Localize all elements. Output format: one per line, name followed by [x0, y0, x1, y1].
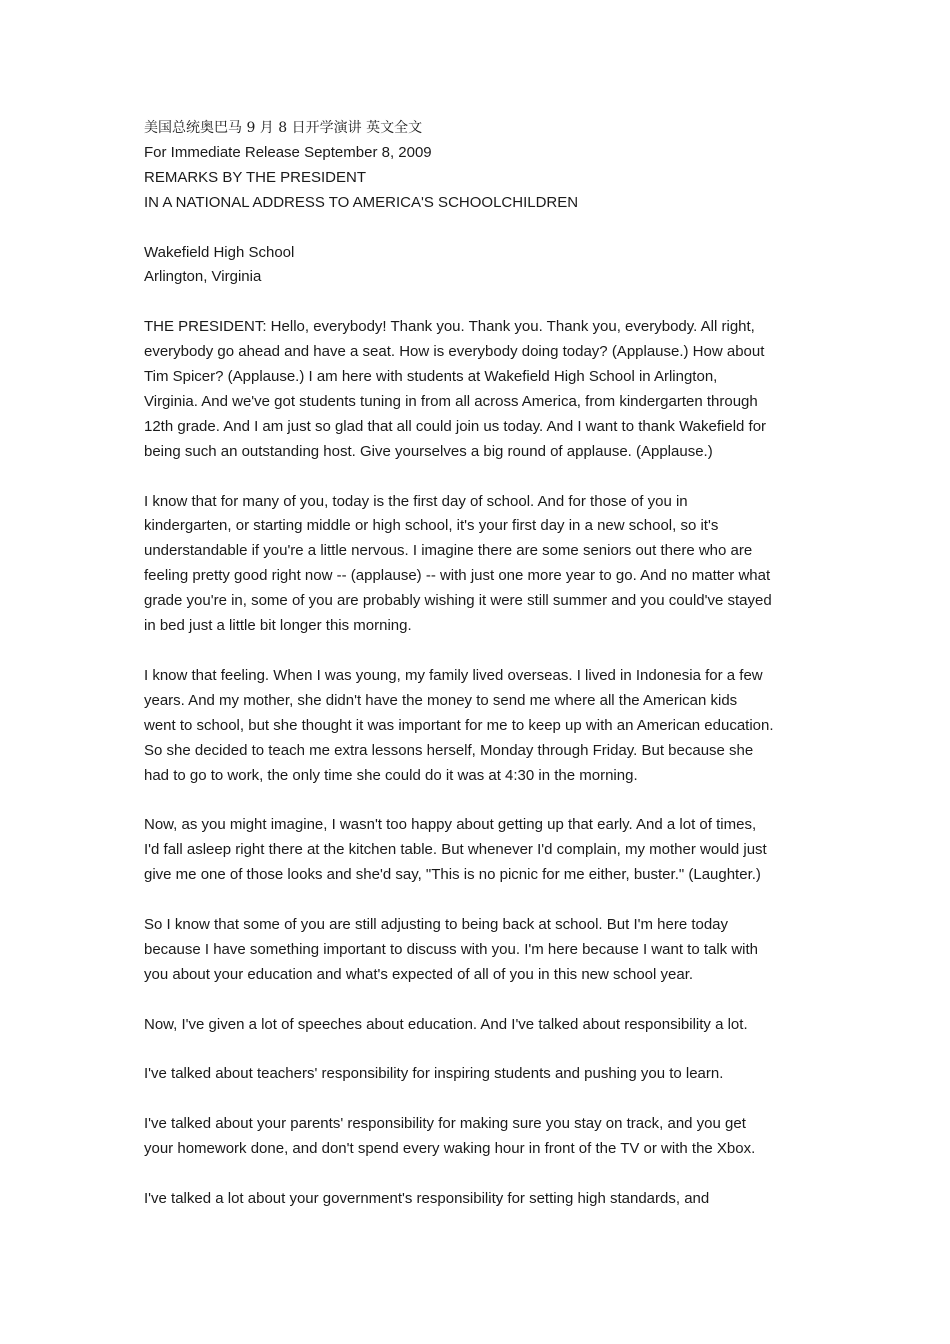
chinese-title: 美国总统奥巴马 9 月 8 日开学演讲 英文全文: [144, 120, 423, 136]
speech-paragraph: [144, 913, 824, 988]
paragraph-line: I know that feeling. When I was young, my family lived overseas. I lived in Indonesia for a few: [144, 666, 763, 684]
paragraph-line: you about your education and what's expected of all of you in this new school year.: [144, 965, 694, 983]
paragraph-line: I've talked a lot about your government's responsibility for setting high standards, and: [144, 1189, 710, 1207]
paragraph-line: I know that for many of you, today is the first day of school. And for those of you in: [144, 492, 688, 510]
paragraph-line: 12th grade. And I am just so glad that all could join us today. And I want to thank Wakefield for: [144, 417, 767, 435]
paragraph-line: in bed just a little bit longer this morning.: [144, 617, 412, 635]
paragraph-line: So I know that some of you are still adjusting to being back at school. But I'm here today: [144, 915, 729, 933]
paragraph-line: So she decided to teach me extra lessons herself, Monday through Friday. But because she: [144, 741, 754, 759]
release-line: For Immediate Release September 8, 2009: [144, 143, 432, 161]
speech-paragraph: [144, 1062, 824, 1087]
spacer: [144, 216, 824, 241]
speech-paragraph: [144, 1187, 824, 1212]
remarks-heading: REMARKS BY THE PRESIDENT: [144, 168, 366, 186]
speech-paragraph: [144, 664, 824, 789]
paragraph-line: had to go to work, the only time she could do it was at 4:30 in the morning.: [144, 766, 638, 784]
paragraph-line: I've talked about teachers' responsibility for inspiring students and pushing you to learn.: [144, 1065, 724, 1083]
paragraph-line: understandable if you're a little nervous. I imagine there are some seniors out there who are: [144, 542, 753, 560]
paragraph-line: give me one of those looks and she'd say, "This is no picnic for me either, buster." (Laughter.): [144, 866, 761, 884]
paragraph-line: Now, I've given a lot of speeches about education. And I've talked about responsibility a lot.: [144, 1015, 748, 1033]
speech-body: [144, 315, 824, 1212]
paragraph-line: Virginia. And we've got students tuning in from all across America, from kindergarten through: [144, 392, 758, 410]
speech-paragraph: [144, 1112, 824, 1162]
paragraph-line: because I have something important to discuss with you. I'm here because I want to talk with: [144, 940, 759, 958]
paragraph-line: THE PRESIDENT: Hello, everybody! Thank you. Thank you. Thank you, everybody. All right,: [144, 318, 755, 336]
address-heading: IN A NATIONAL ADDRESS TO AMERICA'S SCHOOLCHILDREN: [144, 193, 579, 211]
paragraph-line: I'd fall asleep right there at the kitchen table. But whenever I'd complain, my mother would just: [144, 841, 767, 859]
paragraph-line: everybody go ahead and have a seat. How is everybody doing today? (Applause.) How about: [144, 343, 765, 361]
paragraph-line: your homework done, and don't spend every waking hour in front of the TV or with the Xbox.: [144, 1140, 756, 1158]
paragraph-line: I've talked about your parents' responsibility for making sure you stay on track, and you get: [144, 1115, 746, 1133]
location-block: [144, 241, 824, 291]
paragraph-line: Now, as you might imagine, I wasn't too happy about getting up that early. And a lot of times,: [144, 816, 757, 834]
city-name: Arlington, Virginia: [144, 268, 262, 286]
paragraph-line: kindergarten, or starting middle or high school, it's your first day in a new school, so it's: [144, 517, 719, 535]
speech-paragraph: [144, 315, 824, 464]
paragraph-line: grade you're in, some of you are probably wishing it were still summer and you could've stayed: [144, 592, 772, 610]
paragraph-line: years. And my mother, she didn't have the money to send me where all the American kids: [144, 691, 738, 709]
school-name: Wakefield High School: [144, 243, 295, 261]
paragraph-line: Tim Spicer? (Applause.) I am here with students at Wakefield High School in Arlington,: [144, 368, 718, 386]
document-page: [144, 116, 824, 1237]
paragraph-line: feeling pretty good right now -- (applause) -- with just one more year to go. And no matter what: [144, 567, 771, 585]
paragraph-line: went to school, but she thought it was important for me to keep up with an American education.: [144, 716, 774, 734]
speech-paragraph: [144, 1013, 824, 1038]
document-header: [144, 116, 824, 216]
paragraph-line: being such an outstanding host. Give yourselves a big round of applause. (Applause.): [144, 442, 713, 460]
speech-paragraph: [144, 490, 824, 639]
speech-paragraph: [144, 813, 824, 888]
spacer: [144, 290, 824, 315]
